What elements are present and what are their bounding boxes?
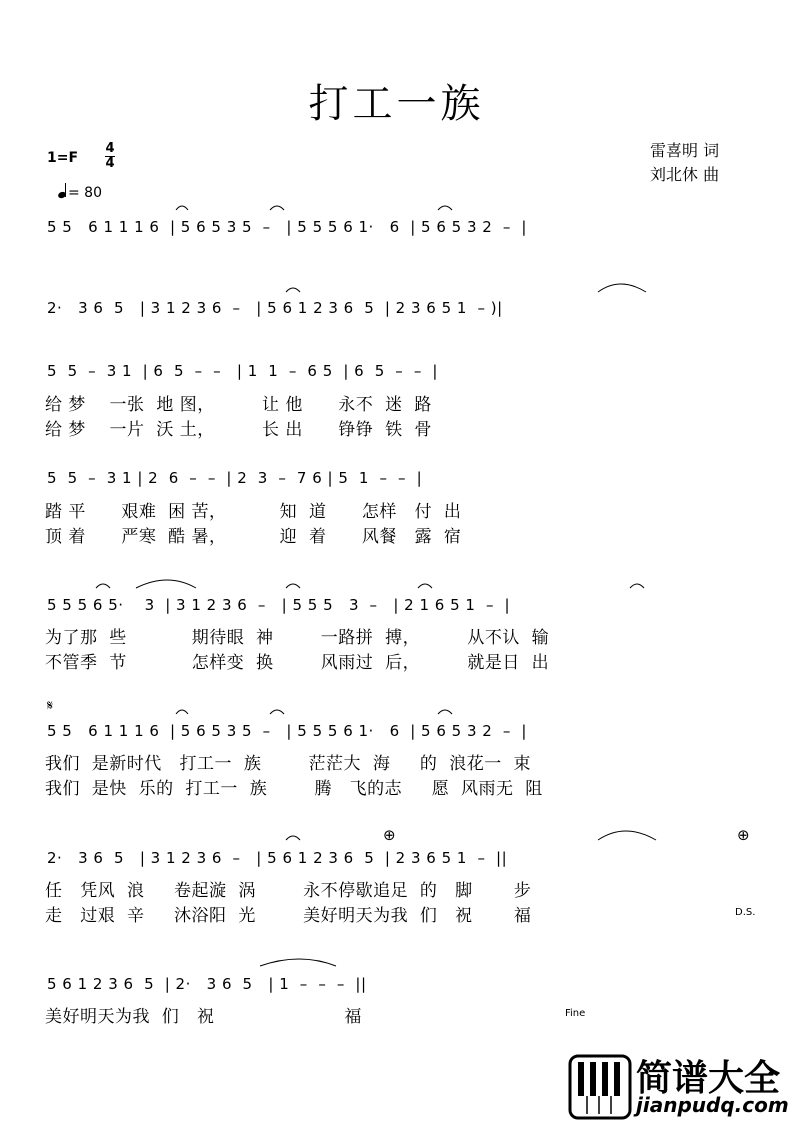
notation-line-1: 5 5 6 1 1 1 6 | 5 6 5 3 5 – | 5 5 5 6 1· 6 | 5 6 5 3 2 – | xyxy=(47,218,527,236)
slur xyxy=(286,836,300,840)
slur xyxy=(260,959,336,966)
lyric-line-7a: 任 凭风 浪 卷起漩 涡 永不停歇追足 的 脚 步 xyxy=(45,881,532,901)
notation-line-7: 2· 3 6 5 | 3 1 2 3 6 – | 5 6 1 2 3 6 5 | 2 3 6 5 1 – || xyxy=(47,849,508,867)
lyric-line-5a: 为了那 些 期待眼 神 一路拼 搏， 从不认 输 xyxy=(45,628,550,648)
tempo-value: = 80 xyxy=(68,185,102,201)
slur xyxy=(598,284,646,292)
lyric-line-5b: 不管季 节 怎样变 换 风雨过 后， 就是日 出 xyxy=(45,653,550,673)
slur xyxy=(438,710,452,714)
lyric-line-6b: 我们 是快 乐的 打工一 族 腾 飞的志 愿 风雨无 阻 xyxy=(45,779,543,799)
slur xyxy=(270,206,284,210)
slur xyxy=(136,580,196,588)
notation-line-4: 5 5 – 3 1 | 2 6 – – | 2 3 – 7 6 | 5 1 – – | xyxy=(47,469,423,487)
slur xyxy=(598,831,656,840)
slur xyxy=(270,710,284,714)
lyric-line-3b: 给 梦 一片 沃 土， 长 出 铮铮 铁 骨 xyxy=(45,420,432,440)
coda-icon: ⊕ xyxy=(383,826,396,844)
lyric-line-7b: 走 过艰 辛 沐浴阳 光 美好明天为我 们 祝 福 xyxy=(45,906,532,926)
slur xyxy=(438,206,452,210)
logo-url: jianpudq.com xyxy=(636,1093,789,1117)
segno-icon: 𝄋 xyxy=(47,698,54,714)
slur xyxy=(286,584,300,588)
slur xyxy=(176,206,188,210)
lyric-line-6a: 我们 是新时代 打工一 族 茫茫大 海 的 浪花一 束 xyxy=(45,754,531,774)
slur xyxy=(96,584,110,588)
lyric-line-4b: 顶 着 严寒 酷 暑， 迎 着 风餐 露 宿 xyxy=(45,527,462,547)
lyric-line-8a: 美好明天为我 们 祝 福 xyxy=(45,1007,362,1027)
notation-line-3: 5 5 – 3 1 | 6 5 – – | 1 1 – 6 5 | 6 5 – – | xyxy=(47,362,438,380)
ds-marker: D.S. xyxy=(735,907,756,918)
notation-line-2: 2· 3 6 5 | 3 1 2 3 6 – | 5 6 1 2 3 6 5 | 2 3 6 5 1 – )| xyxy=(47,299,503,317)
meter-num: 4 xyxy=(105,141,115,156)
notation-line-6: 5 5 6 1 1 1 6 | 5 6 5 3 5 – | 5 5 5 6 1· 6 | 5 6 5 3 2 – | xyxy=(47,722,527,740)
slur xyxy=(630,584,644,588)
coda-icon: ⊕ xyxy=(737,826,750,844)
key-signature: 1=F xyxy=(47,150,79,166)
fine-marker: Fine xyxy=(565,1008,586,1019)
logo-text: 简谱大全 xyxy=(636,1058,781,1099)
notation-line-8: 5 6 1 2 3 6 5 | 2· 3 6 5 | 1 – – – || xyxy=(47,975,367,993)
page-title: 打工一族 xyxy=(308,81,485,127)
slur xyxy=(176,710,188,714)
notation-line-5: 5 5 5 6 5· 3 | 3 1 2 3 6 – | 5 5 5 3 – | 2 1 6 5 1 – | xyxy=(47,596,511,614)
lyricist: 雷喜明 词 xyxy=(650,141,720,160)
lyric-line-4a: 踏 平 艰难 困 苦， 知 道 怎样 付 出 xyxy=(45,502,462,522)
lyric-line-3a: 给 梦 一张 地 图， 让 他 永不 迷 路 xyxy=(45,395,432,415)
meter-den: 4 xyxy=(105,156,115,171)
slur xyxy=(418,584,432,588)
slur xyxy=(286,288,300,292)
composer: 刘北休 曲 xyxy=(650,165,720,184)
